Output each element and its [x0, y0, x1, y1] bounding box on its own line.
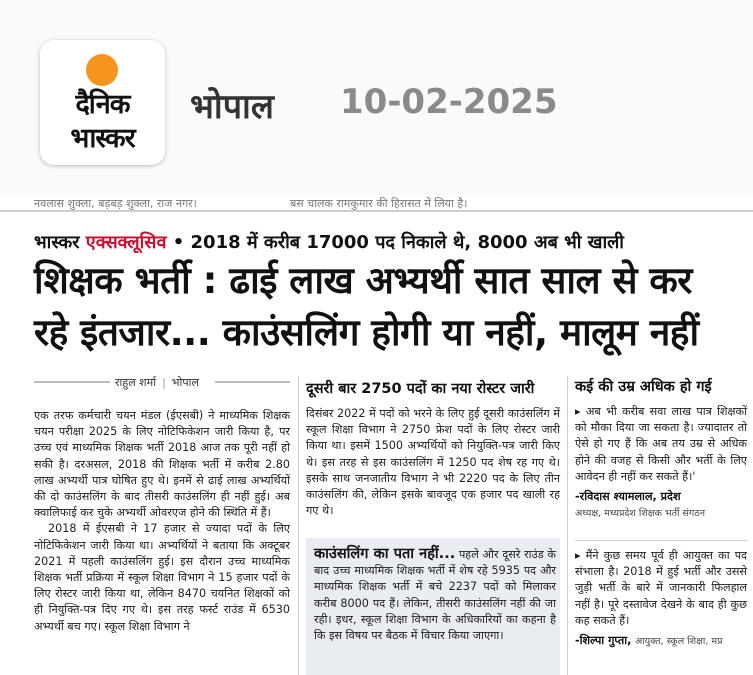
column-divider: [298, 376, 299, 675]
quote: ▸ अब भी करीब सवा लाख पात्र शिक्षकों को मौका दिया जा सकता है। ज्यादातर तो ऐसे हो गए हैं कि अब तय उम्र से अधिक होने की वजह से किसी और भर्ती के लिए आवेदन ही नहीं कर सकते हैं।': [575, 405, 748, 483]
column-3-subhead: कई की उम्र अधिक हो गई: [575, 379, 712, 395]
previous-article-cutoff: [0, 194, 753, 210]
dainik-bhaskar-logo[interactable]: [40, 40, 165, 165]
paragraph: एक तरफ कर्मचारी चयन मंडल (ईएसबी) ने माध्यमिक शिक्षक चयन परीक्षा 2025 के लिए नोटिफिकेशन जारी किया है, पर उच्च एवं माध्यमिक शिक्षक भर्ती 2018 आज तक पूरी नहीं हो सकी है। दरअसल, 2018 की शिक्षक भर्ती में करीब 2.80 लाख अभ्यर्थी पात्र घोषित हुए थे। इनमें से ढाई लाख अभ्यर्थियों की दो काउंसलिंग के बाद तीसरी काउंसलिंग ही नहीं हुई। अब क्वालिफाई कर चुके अभ्यर्थी ओवरएज होने की स्थिति में हैं।: [34, 409, 290, 520]
info-box: [306, 538, 560, 675]
byline-rule-right: [215, 381, 290, 383]
quote: ▸ मैंने कुछ समय पूर्व ही आयुक्त का पद संभाला है। 2018 में हुई भर्ती और उससे जुड़ी भर्ती के बारे में जानकारी फिलहाल नहीं है। पूरे दस्तावेज देखने के बाद ही कुछ कह सकते हैं।: [575, 549, 747, 627]
headline-line-2: रहे इंतजार... काउंसलिंग होगी या नहीं, मालूम नहीं: [34, 311, 699, 354]
kicker-exclusive: एक्सक्लूसिव: [85, 232, 167, 253]
byline-rule-left: [34, 381, 110, 383]
kicker-brand: भास्कर: [34, 232, 80, 253]
kicker-line: [34, 230, 624, 254]
quote-mark-icon: ▸: [575, 549, 581, 562]
kicker-subline: • 2018 में करीब 17000 पद निकाले थे, 8000 अब भी खाली: [172, 232, 624, 253]
info-box-highlight: काउंसलिंग का पता नहीं...: [314, 546, 456, 562]
cutoff-text-left: नवलास शुक्ला, बड़बड़ शुक्ला, राज नगर।: [34, 197, 197, 210]
paragraph: 2018 में ईएसबी ने 17 हजार से ज्यादा पदों के लिए नोटिफिकेशन जारी किया था। अभ्यर्थियों ने बताया कि अक्टूबर 2021 में पहली काउंसलिंग हुई। इस दौरान उच्च माध्यमिक शिक्षक भर्ती प्रक्रिया में स्कूल शिक्षा विभाग ने 15 हजार पदों के लिए रोस्टर जारी किया था, लेकिन 8470 चयनित शिक्षकों को ही नियुक्ति-पत्र दिए गए थे। इस तरह फर्स्ट राउंड में 6530 अभ्यर्थी बच गए। स्कूल शिक्षा विभाग ने: [34, 522, 290, 633]
info-box-text: [314, 546, 556, 644]
quote-attribution: -रविदास श्यामलाल, प्रदेश अध्यक्ष, मध्यप्रदेश शिक्षक भर्ती संगठन: [575, 490, 706, 520]
column-2-subhead: दूसरी बार 2750 पदों का नया रोस्टर जारी: [306, 381, 535, 397]
quote-block-1: [575, 404, 747, 526]
app-header: [0, 0, 753, 200]
byline: राहुल शर्मा | भोपाल: [115, 376, 199, 389]
edition-city: भोपाल: [190, 87, 274, 127]
edition-date: 10-02-2025: [340, 82, 558, 122]
divider: [0, 210, 753, 212]
column-divider: [567, 376, 568, 675]
logo-word-bhaskar: भास्कर: [70, 123, 135, 154]
quote-block-2: [575, 548, 747, 654]
article-column-1: [34, 408, 290, 635]
logo-word-dainik: दैनिक: [75, 89, 130, 120]
info-box-body: पहले और दूसरे राउंड के बाद उच्च माध्यमिक शिक्षक भर्ती में शेष रहे 5935 पद और माध्यमिक शिक्षक भर्ती में बचे 2237 पदों को मिलाकर करीब 8000 पद हैं। लेकिन, तीसरी काउंसलिंग नहीं की जा रही। इधर, स्कूल शिक्षा विभाग के अधिकारियों का कहना है कि इस विषय पर बैठक में विचार किया जाएगा।: [314, 548, 556, 643]
byline-author: राहुल शर्मा: [115, 376, 157, 389]
quote-divider: [575, 540, 747, 541]
cutoff-text-right: बस चालक रामकुमार की हिरासत में लिया है।: [290, 197, 468, 210]
quote-attribution: -शिल्पा गुप्ता, आयुक्त, स्कूल शिक्षा, मप्र: [575, 634, 723, 648]
quote-mark-icon: ▸: [575, 405, 581, 418]
paragraph: दिसंबर 2022 में पदों को भरने के लिए हुई दूसरी काउंसलिंग में स्कूल शिक्षा विभाग ने 2750 फ्रेश पदों के लिए रोस्टर जारी किया था। इसमें 1500 अभ्यर्थियों को नियुक्ति-पत्र जारी किए थे। इस तरह से इस काउंसलिंग में 1250 पद शेष रह गए थे। इसके साथ जनजातीय विभाग ने भी 2220 पद के लिए तीन काउंसलिंग की, लेकिन इसके बावजूद एक हजार पद खाली रह गए थे।: [306, 407, 560, 518]
article-headline: [34, 255, 749, 359]
sun-icon: [86, 54, 118, 86]
byline-place: भोपाल: [171, 376, 199, 389]
headline-line-1: शिक्षक भर्ती : ढाई लाख अभ्यर्थी सात साल से कर: [34, 259, 692, 302]
article-column-2: [306, 406, 560, 519]
